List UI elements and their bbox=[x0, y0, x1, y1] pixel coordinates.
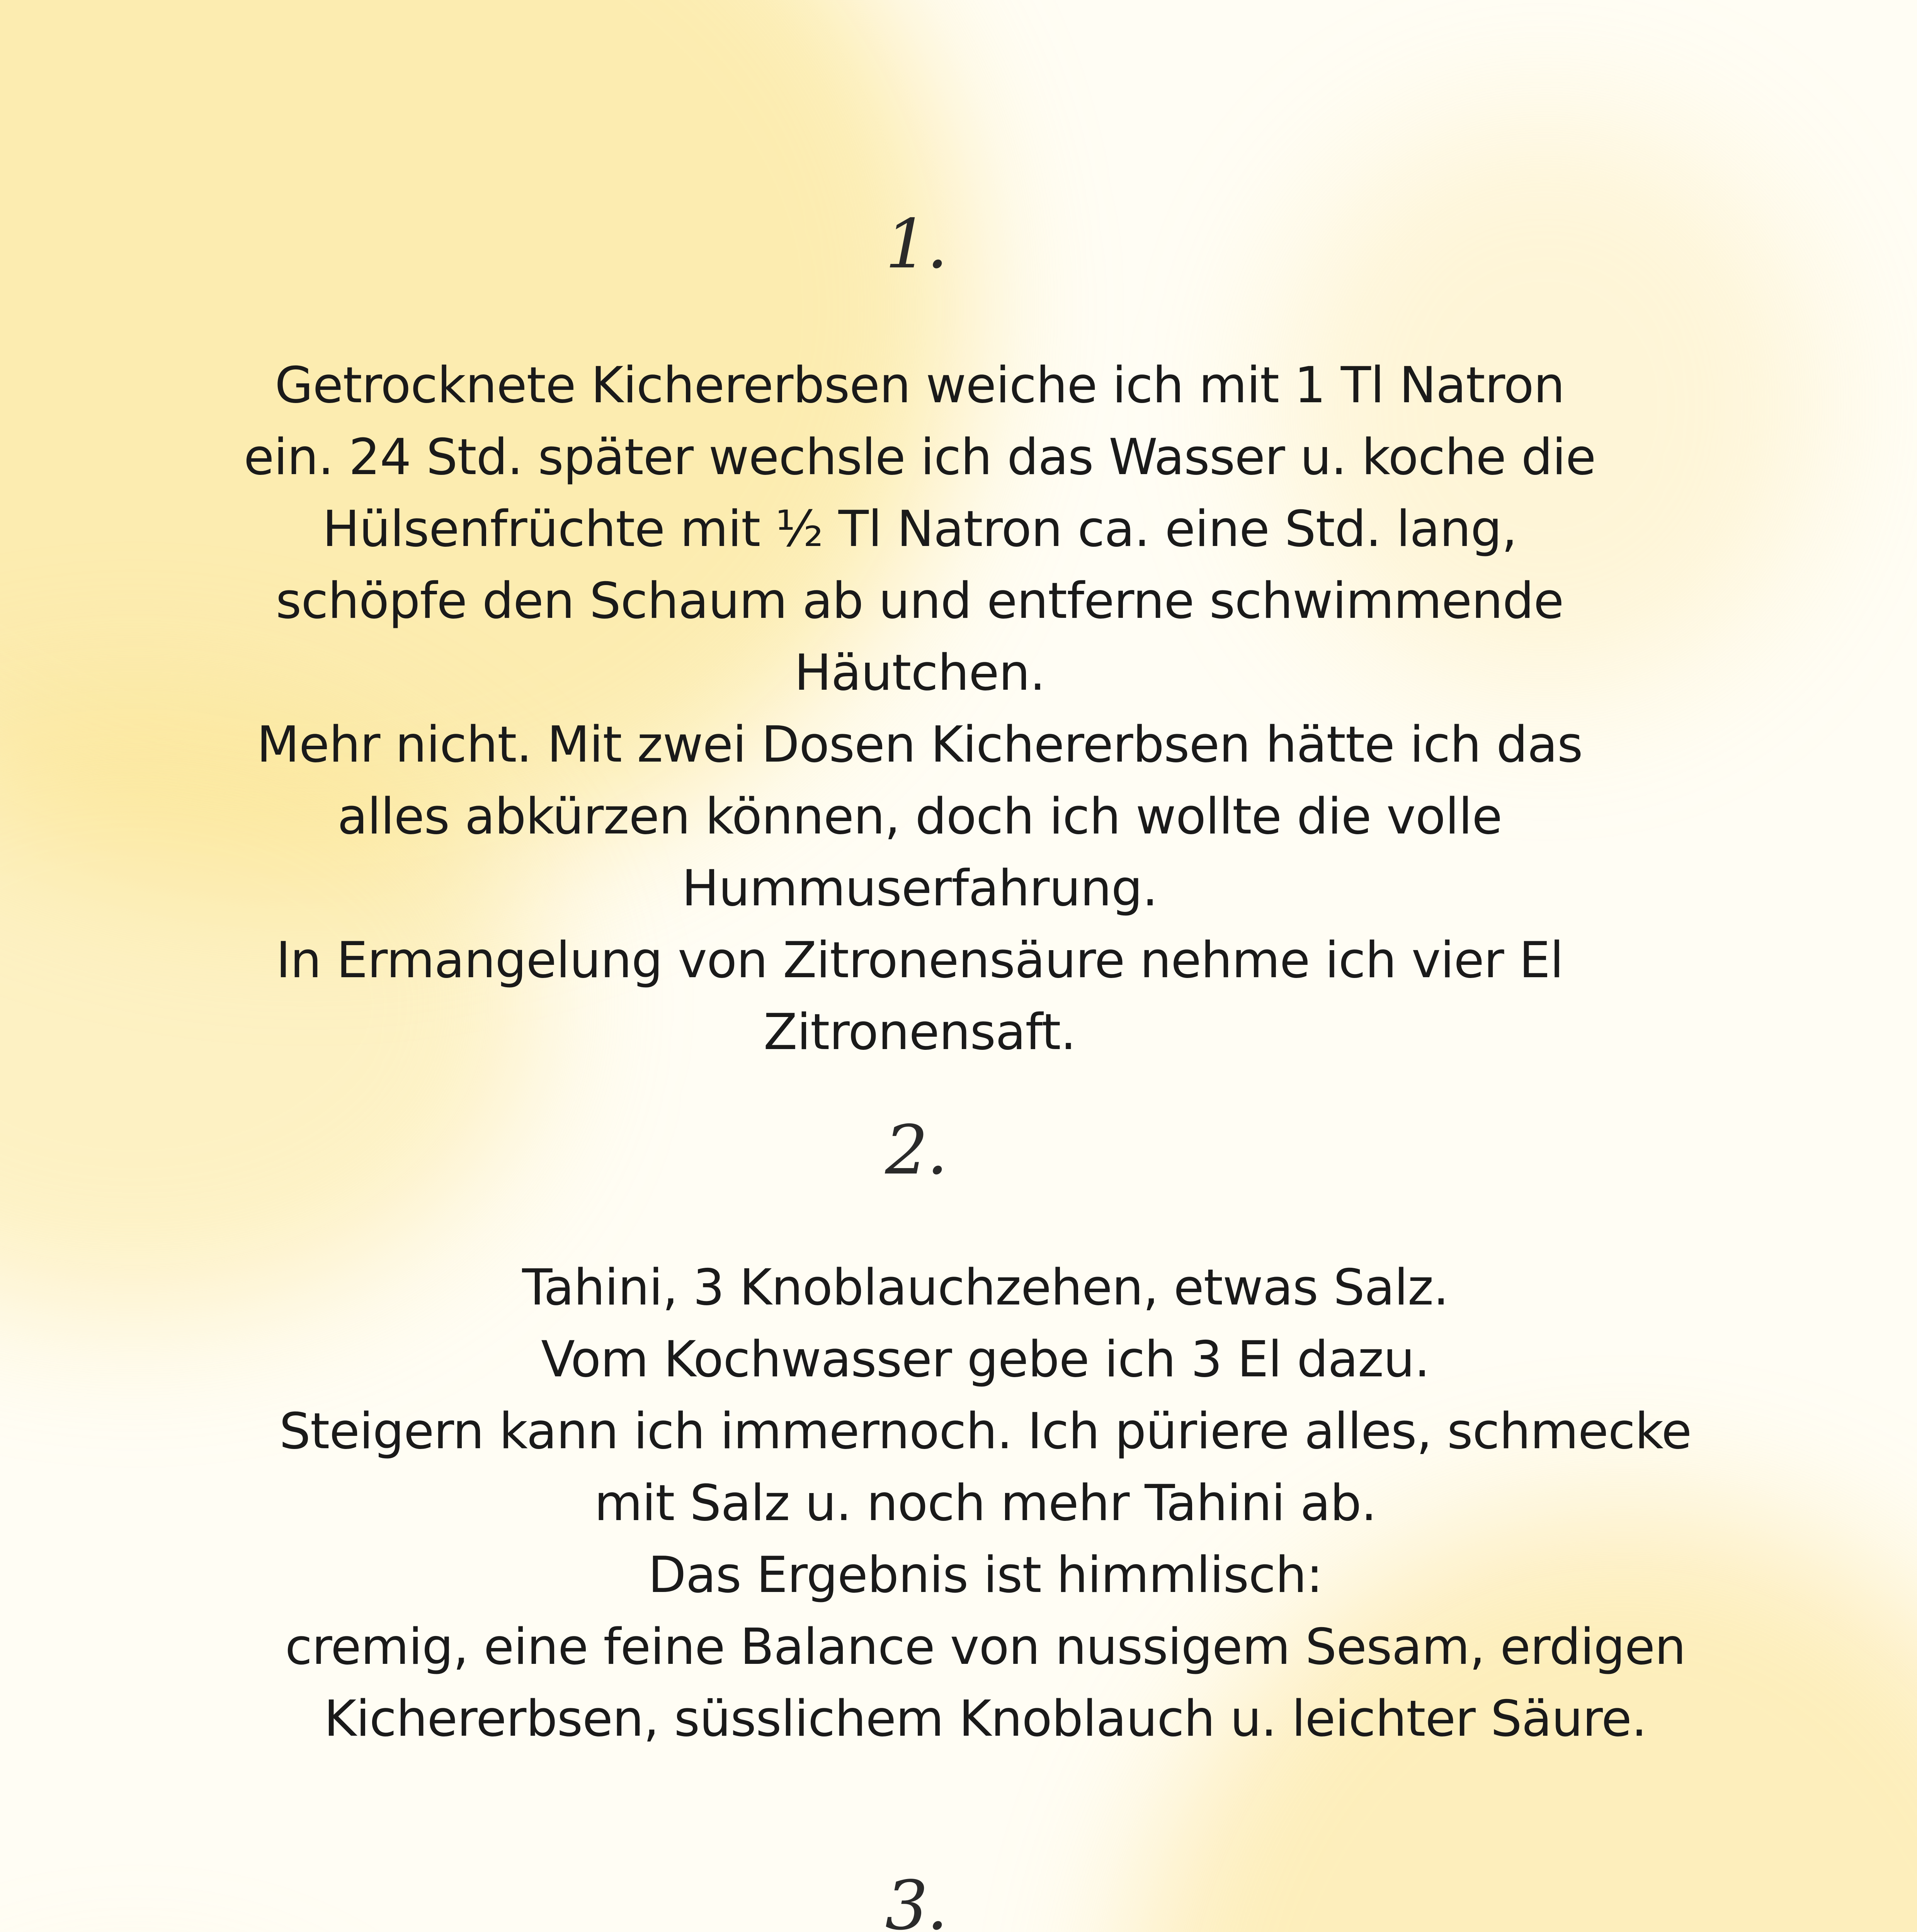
step-2-text bbox=[174, 1252, 1797, 1755]
text-line: mit Salz u. noch mehr Tahini ab. bbox=[594, 1475, 1377, 1532]
text-line: alles abkürzen können, doch ich wollte die volle bbox=[337, 788, 1502, 845]
text-line: Das Ergebnis ist himmlisch: bbox=[648, 1546, 1323, 1604]
text-line: Hülsenfrüchte mit ½ Tl Natron ca. eine Std. lang, bbox=[322, 500, 1517, 558]
text-line: Getrocknete Kichererbsen weiche ich mit 1 Tl Natron bbox=[275, 357, 1565, 414]
step-number-2: 2. bbox=[885, 1111, 947, 1190]
step-number-3: 3. bbox=[885, 1867, 947, 1932]
step-1-text bbox=[128, 350, 1712, 1068]
text-line: schöpfe den Schaum ab und entferne schwimmende bbox=[276, 572, 1564, 630]
text-line: Mehr nicht. Mit zwei Dosen Kichererbsen hätte ich das bbox=[257, 716, 1583, 774]
step-number-1: 1. bbox=[885, 205, 947, 284]
text-line: In Ermangelung von Zitronensäure nehme ich vier El bbox=[276, 932, 1563, 989]
text-line: Tahini, 3 Knoblauchzehen, etwas Salz. bbox=[522, 1259, 1449, 1316]
text-line: cremig, eine feine Balance von nussigem Sesam, erdigen bbox=[285, 1618, 1686, 1676]
text-line: Kichererbsen, süsslichem Knoblauch u. leichter Säure. bbox=[324, 1690, 1647, 1748]
text-line: Steigern kann ich immernoch. Ich püriere alles, schmecke bbox=[279, 1403, 1692, 1460]
text-line: Zitronensaft. bbox=[763, 1003, 1076, 1061]
text-line: Vom Kochwasser gebe ich 3 El dazu. bbox=[541, 1331, 1430, 1388]
text-line: ein. 24 Std. später wechsle ich das Wasser u. koche die bbox=[243, 429, 1596, 486]
text-line: Hummuserfahrung. bbox=[682, 860, 1158, 917]
text-line: Häutchen. bbox=[794, 644, 1045, 702]
